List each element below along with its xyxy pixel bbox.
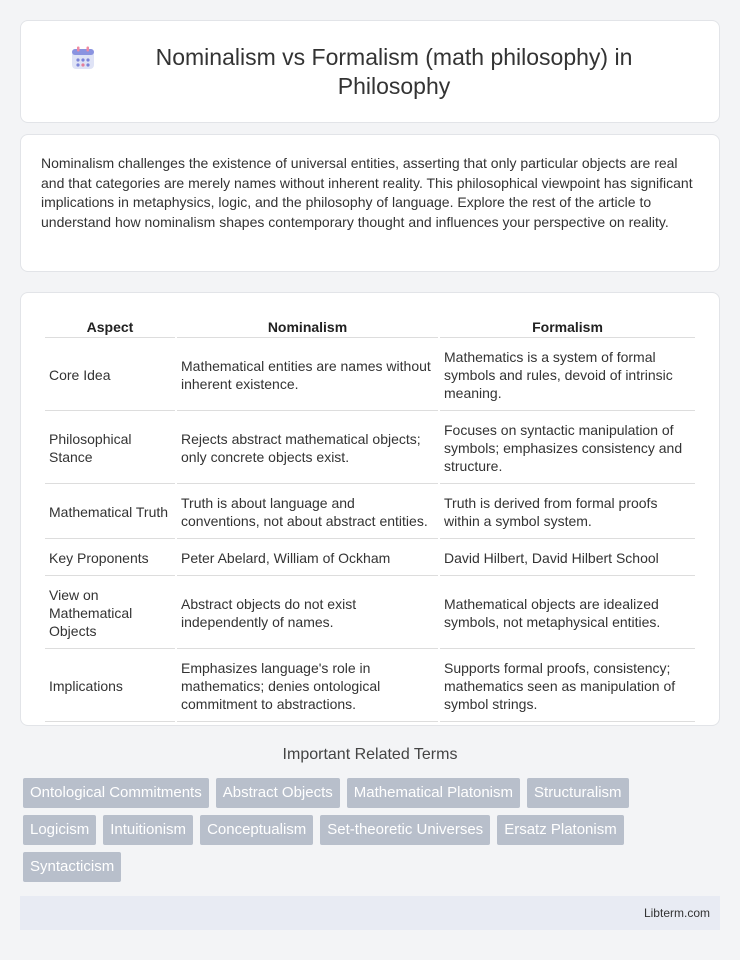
table-row xyxy=(45,541,695,576)
header-card xyxy=(20,20,720,123)
table-row xyxy=(45,578,695,649)
related-terms-list xyxy=(23,778,703,882)
table-header-row xyxy=(45,313,695,338)
calendar-icon xyxy=(70,45,96,71)
header-nominalism: Nominalism xyxy=(177,313,438,338)
tag-syntacticism[interactable]: Syntacticism xyxy=(23,852,121,882)
cell-formalism: Focuses on syntactic manipulation of symbols; emphasizes consistency and structure. xyxy=(440,413,695,484)
cell-aspect: Implications xyxy=(45,651,175,722)
table-row xyxy=(45,413,695,484)
tag-set-theoretic-universes[interactable]: Set-theoretic Universes xyxy=(320,815,490,845)
cell-nominalism: Rejects abstract mathematical objects; only concrete objects exist. xyxy=(177,413,438,484)
tag-structuralism[interactable]: Structuralism xyxy=(527,778,629,808)
cell-aspect: Key Proponents xyxy=(45,541,175,576)
cell-aspect: Mathematical Truth xyxy=(45,486,175,539)
table-row xyxy=(45,340,695,411)
comparison-table xyxy=(43,311,697,724)
cell-nominalism: Mathematical entities are names without inherent existence. xyxy=(177,340,438,411)
table-row xyxy=(45,486,695,539)
footer-site-link[interactable]: Libterm.com xyxy=(643,906,710,920)
header-formalism: Formalism xyxy=(440,313,695,338)
cell-nominalism: Peter Abelard, William of Ockham xyxy=(177,541,438,576)
tag-conceptualism[interactable]: Conceptualism xyxy=(200,815,313,845)
tag-ersatz-platonism[interactable]: Ersatz Platonism xyxy=(497,815,624,845)
cell-nominalism: Emphasizes language's role in mathematics; denies ontological commitment to abstractions. xyxy=(177,651,438,722)
cell-nominalism: Abstract objects do not exist independently of names. xyxy=(177,578,438,649)
tag-logicism[interactable]: Logicism xyxy=(23,815,96,845)
cell-aspect: Core Idea xyxy=(45,340,175,411)
header-aspect: Aspect xyxy=(45,313,175,338)
cell-aspect: Philosophical Stance xyxy=(45,413,175,484)
intro-card xyxy=(20,134,720,272)
table-row xyxy=(45,651,695,722)
tag-abstract-objects[interactable]: Abstract Objects xyxy=(216,778,340,808)
comparison-card xyxy=(20,292,720,726)
page-title: Nominalism vs Formalism (math philosophy) in Philosophy xyxy=(155,43,633,99)
cell-formalism: Truth is derived from formal proofs within a symbol system. xyxy=(440,486,695,539)
tag-mathematical-platonism[interactable]: Mathematical Platonism xyxy=(347,778,520,808)
cell-formalism: Mathematical objects are idealized symbols, not metaphysical entities. xyxy=(440,578,695,649)
intro-text: Nominalism challenges the existence of universal entities, asserting that only particular objects are real and that categories are merely names without inherent reality. This philosophical viewpoint has significant implications in metaphysics, logic, and the philosophy of language. Explore the rest of the article to understand how nominalism shapes contemporary thought and influences your perspective on reality. xyxy=(41,155,693,230)
cell-formalism: Supports formal proofs, consistency; mathematics seen as manipulation of symbol strings. xyxy=(440,651,695,722)
title-wrap xyxy=(70,43,670,101)
cell-aspect: View on Mathematical Objects xyxy=(45,578,175,649)
cell-nominalism: Truth is about language and conventions, not about abstract entities. xyxy=(177,486,438,539)
footer xyxy=(20,896,720,930)
tag-intuitionism[interactable]: Intuitionism xyxy=(103,815,193,845)
tag-ontological-commitments[interactable]: Ontological Commitments xyxy=(23,778,209,808)
cell-formalism: David Hilbert, David Hilbert School xyxy=(440,541,695,576)
cell-formalism: Mathematics is a system of formal symbols and rules, devoid of intrinsic meaning. xyxy=(440,340,695,411)
related-terms-heading: Important Related Terms xyxy=(282,746,458,763)
